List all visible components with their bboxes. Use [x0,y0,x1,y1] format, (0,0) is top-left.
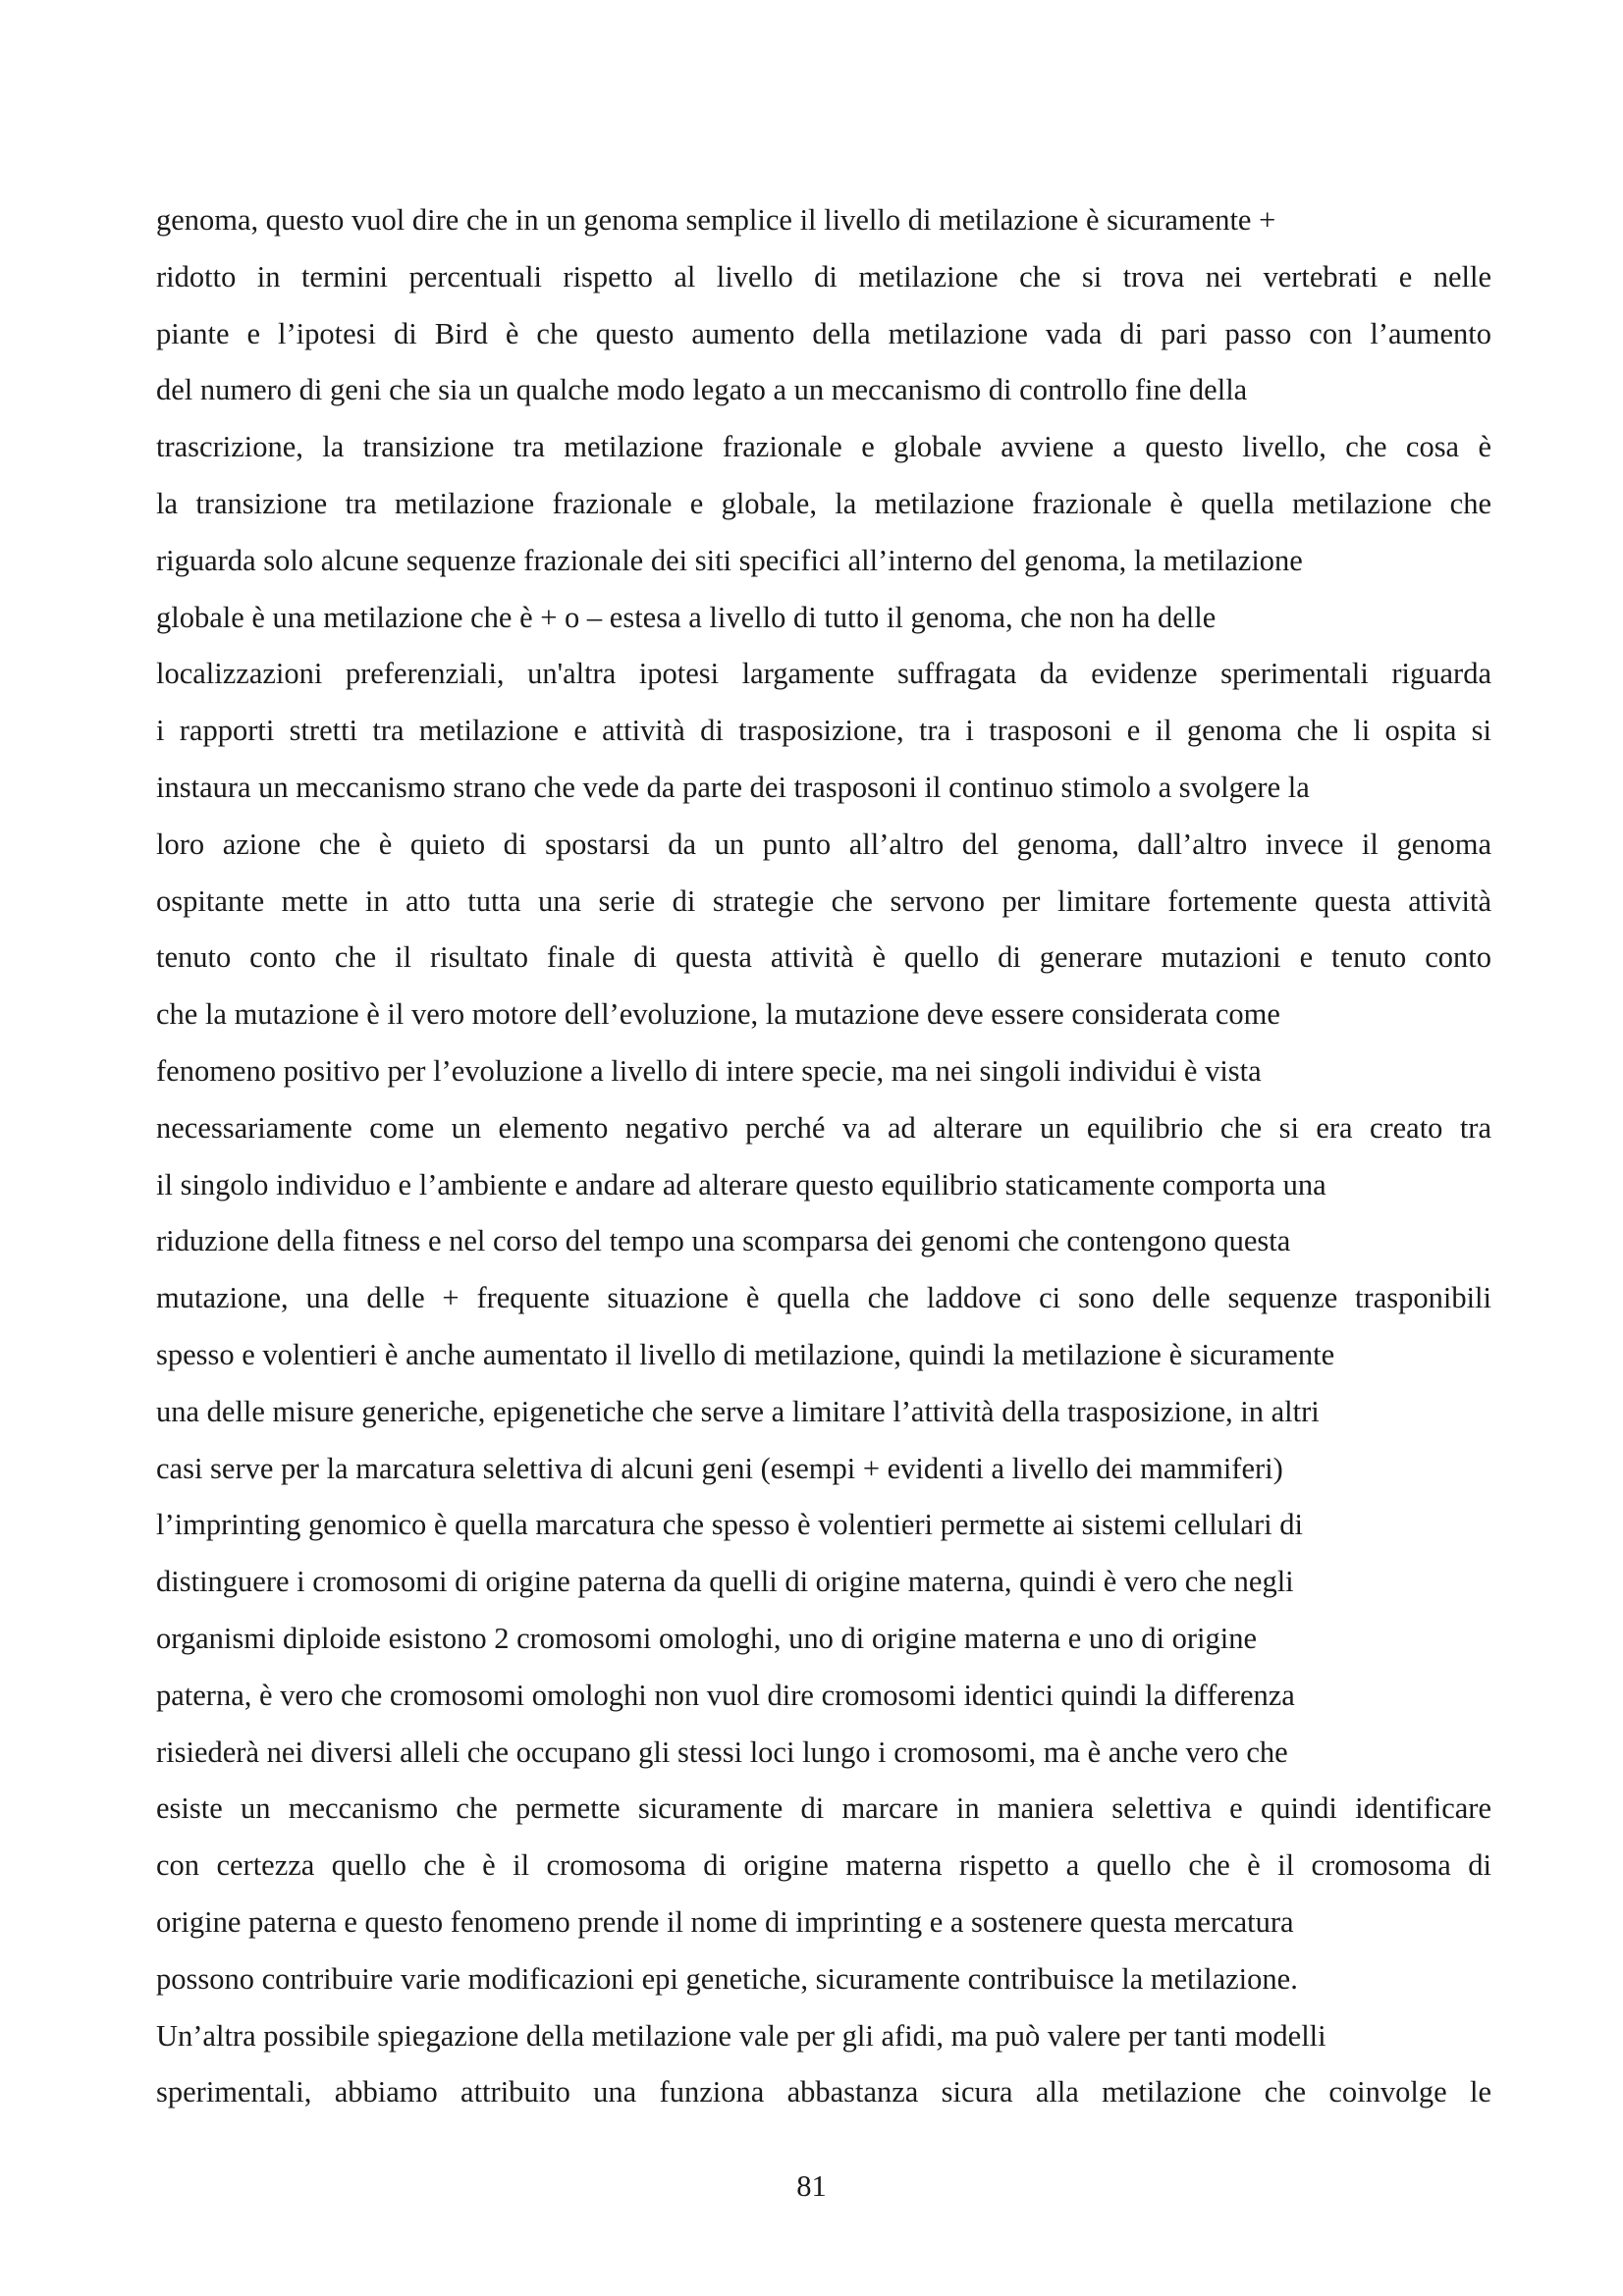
text-line: distinguere i cromosomi di origine paterna da quelli di origine materna, quindi è vero che negli [156,1565,1294,1599]
text-line: trascrizione, la transizione tra metilazione frazionale e globale avviene a questo livello, che cosa è [156,430,1491,464]
text-line: loro azione che è quieto di spostarsi da un punto all’altro del genoma, dall’altro invece il genoma [156,827,1491,861]
text-line: casi serve per la marcatura selettiva di alcuni geni (esempi + evidenti a livello dei mammiferi) [156,1451,1283,1485]
text-line: tenuto conto che il risultato finale di questa attività è quello di generare mutazioni e tenuto conto [156,940,1491,975]
text-line: genoma, questo vuol dire che in un genoma semplice il livello di metilazione è sicuramente + [156,203,1276,237]
text-line: ridotto in termini percentuali rispetto al livello di metilazione che si trova nei vertebrati e nelle [156,259,1491,294]
text-line: globale è una metilazione che è + o – estesa a livello di tutto il genoma, che non ha delle [156,600,1217,634]
text-line: localizzazioni preferenziali, un'altra ipotesi largamente suffragata da evidenze sperimentali riguarda [156,657,1491,691]
text-line: origine paterna e questo fenomeno prende il nome di imprinting e a sostenere questa mercatura [156,1904,1294,1939]
text-line: i rapporti stretti tra metilazione e attività di trasposizione, tra i trasposoni e il genoma che li ospita si [156,714,1491,748]
text-line: sperimentali, abbiamo attribuito una funziona abbastanza sicura alla metilazione che coinvolge le [156,2075,1491,2109]
text-line: organismi diploide esistono 2 cromosomi omologhi, uno di origine materna e uno di origine [156,1621,1258,1655]
text-line: che la mutazione è il vero motore dell’evoluzione, la mutazione deve essere considerata come [156,997,1280,1032]
text-line: esiste un meccanismo che permette sicuramente di marcare in maniera selettiva e quindi identificare [156,1791,1491,1826]
text-line: instaura un meccanismo strano che vede da parte dei trasposoni il continuo stimolo a svolgere la [156,770,1310,804]
text-line: fenomeno positivo per l’evoluzione a livello di intere specie, ma nei singoli individui è vista [156,1053,1262,1088]
text-line: paterna, è vero che cromosomi omologhi non vuol dire cromosomi identici quindi la differenza [156,1678,1295,1712]
text-line: risiederà nei diversi alleli che occupano gli stessi loci lungo i cromosomi, ma è anche vero che [156,1735,1288,1769]
text-line: mutazione, una delle + frequente situazione è quella che laddove ci sono delle sequenze trasponibili [156,1281,1491,1315]
text-line: una delle misure generiche, epigenetiche che serve a limitare l’attività della trasposizione, in altri [156,1394,1320,1428]
text-line: riguarda solo alcune sequenze frazionale dei siti specifici all’interno del genoma, la metilazione [156,543,1303,577]
text-line: riduzione della fitness e nel corso del tempo una scomparsa dei genomi che contengono questa [156,1224,1291,1258]
text-line: piante e l’ipotesi di Bird è che questo aumento della metilazione vada di pari passo con l’aumento [156,316,1491,350]
text-line: con certezza quello che è il cromosoma di origine materna rispetto a quello che è il cromosoma di [156,1848,1491,1883]
text-line: del numero di geni che sia un qualche modo legato a un meccanismo di controllo fine della [156,373,1248,407]
body-text [156,192,1491,2121]
text-line: necessariamente come un elemento negativo perché va ad alterare un equilibrio che si era creato tra [156,1110,1491,1145]
page-number: 81 [796,2169,827,2203]
text-line: la transizione tra metilazione frazionale e globale, la metilazione frazionale è quella metilazione che [156,486,1491,520]
text-line: Un’altra possibile spiegazione della metilazione vale per gli afidi, ma può valere per tanti modelli [156,2018,1326,2053]
text-line: ospitante mette in atto tutta una serie di strategie che servono per limitare fortemente questa attività [156,883,1491,918]
text-line: possono contribuire varie modificazioni epi genetiche, sicuramente contribuisce la metilazione. [156,1961,1298,1996]
text-line: il singolo individuo e l’ambiente e andare ad alterare questo equilibrio staticamente comporta una [156,1167,1326,1201]
text-line: spesso e volentieri è anche aumentato il livello di metilazione, quindi la metilazione è sicuramente [156,1337,1335,1371]
text-line: l’imprinting genomico è quella marcatura che spesso è volentieri permette ai sistemi cellulari di [156,1508,1303,1542]
